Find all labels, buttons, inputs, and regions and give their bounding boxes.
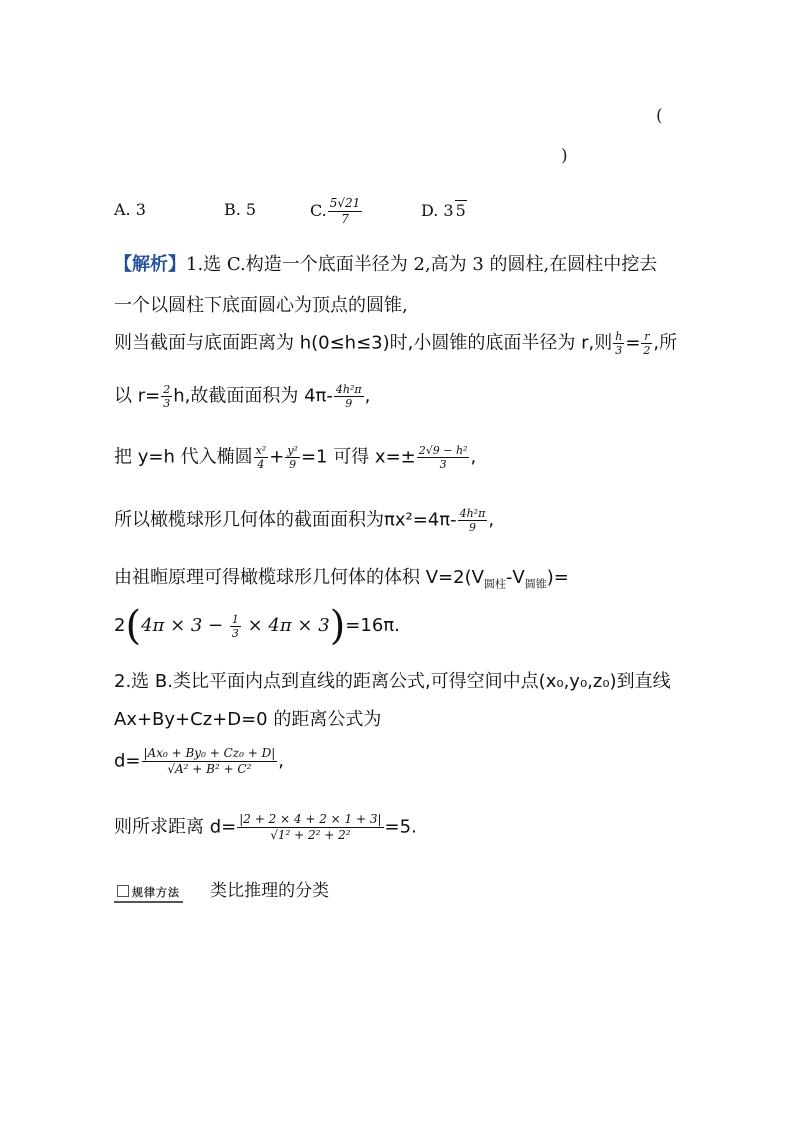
option-c[interactable]: C. $\frac{5√21}{7}$ bbox=[310, 196, 361, 226]
answer-bracket-open: ( bbox=[656, 106, 663, 126]
solution-line-11: d= $\frac{\text{|Ax₀ + By₀ + Cz₀ + D|}}{\text{√A² + B² + C²}}$ , bbox=[114, 746, 284, 776]
solution-line-10: Ax+By+Cz+D=0 的距离公式为 bbox=[114, 709, 382, 730]
solution-line-12: 则所求距离 d= $\frac{|2 + 2 \times 4 + 2 \times 1 + 3|}{\text{√1² + 2² + 2²}}$ =5. bbox=[114, 812, 417, 842]
solution-line-3: 则当截面与底面距离为 h(0≤h≤3)时,小圆锥的底面半径为 r,则 $\frac{h}{3}$ = $\frac{r}{2}$ ,所 bbox=[114, 330, 678, 357]
solution-line-9: 2.选 B.类比平面内点到直线的距离公式,可得空间中点(x₀,y₀,z₀)到直线 bbox=[114, 671, 671, 692]
method-badge-icon bbox=[117, 885, 129, 897]
method-badge: 规律方法 bbox=[114, 884, 183, 903]
option-d[interactable]: D. 3 5 bbox=[421, 201, 466, 220]
option-b[interactable]: B. 5 bbox=[224, 200, 257, 219]
solution-line-5: 把 y=h 代入椭圆 $\frac{\text{x²}}{4}$ + $\frac{\text{y²}}{9}$ =1 可得 x=± $\frac{\text{2√9 − h²}}{3}$ , bbox=[114, 444, 477, 471]
solution-line-2: 一个以圆柱下底面圆心为顶点的圆锥, bbox=[114, 295, 408, 316]
solution-line-6: 所以橄榄球形几何体的截面面积为πx²=4π- $\frac{\text{4h²π}}{9}$ , bbox=[114, 507, 495, 534]
method-text: 类比推理的分类 bbox=[210, 881, 330, 901]
solution-line-4: 以 r= $\frac{2}{3}$ h,故截面面积为 4π- $\frac{\text{4h²π}}{9}$ , bbox=[114, 383, 371, 410]
solution-line-7: 由祖暅原理可得橄榄球形几何体的体积 $V=2(V_{圆柱}-V_{圆锥})=$ bbox=[114, 567, 569, 591]
analysis-tag: 【解析】 bbox=[114, 254, 186, 275]
answer-bracket-close: ) bbox=[561, 146, 568, 166]
solution-line-1: 【解析】1.选 C.构造一个底面半径为 2,高为 3 的圆柱,在圆柱中挖去 bbox=[114, 254, 658, 275]
method-heading bbox=[114, 876, 329, 903]
solution-line-8: 2(4π × 3 − $\frac{1}{3}$ × 4π × 3)=16π. bbox=[114, 603, 400, 649]
option-a[interactable]: A. 3 bbox=[114, 200, 146, 219]
